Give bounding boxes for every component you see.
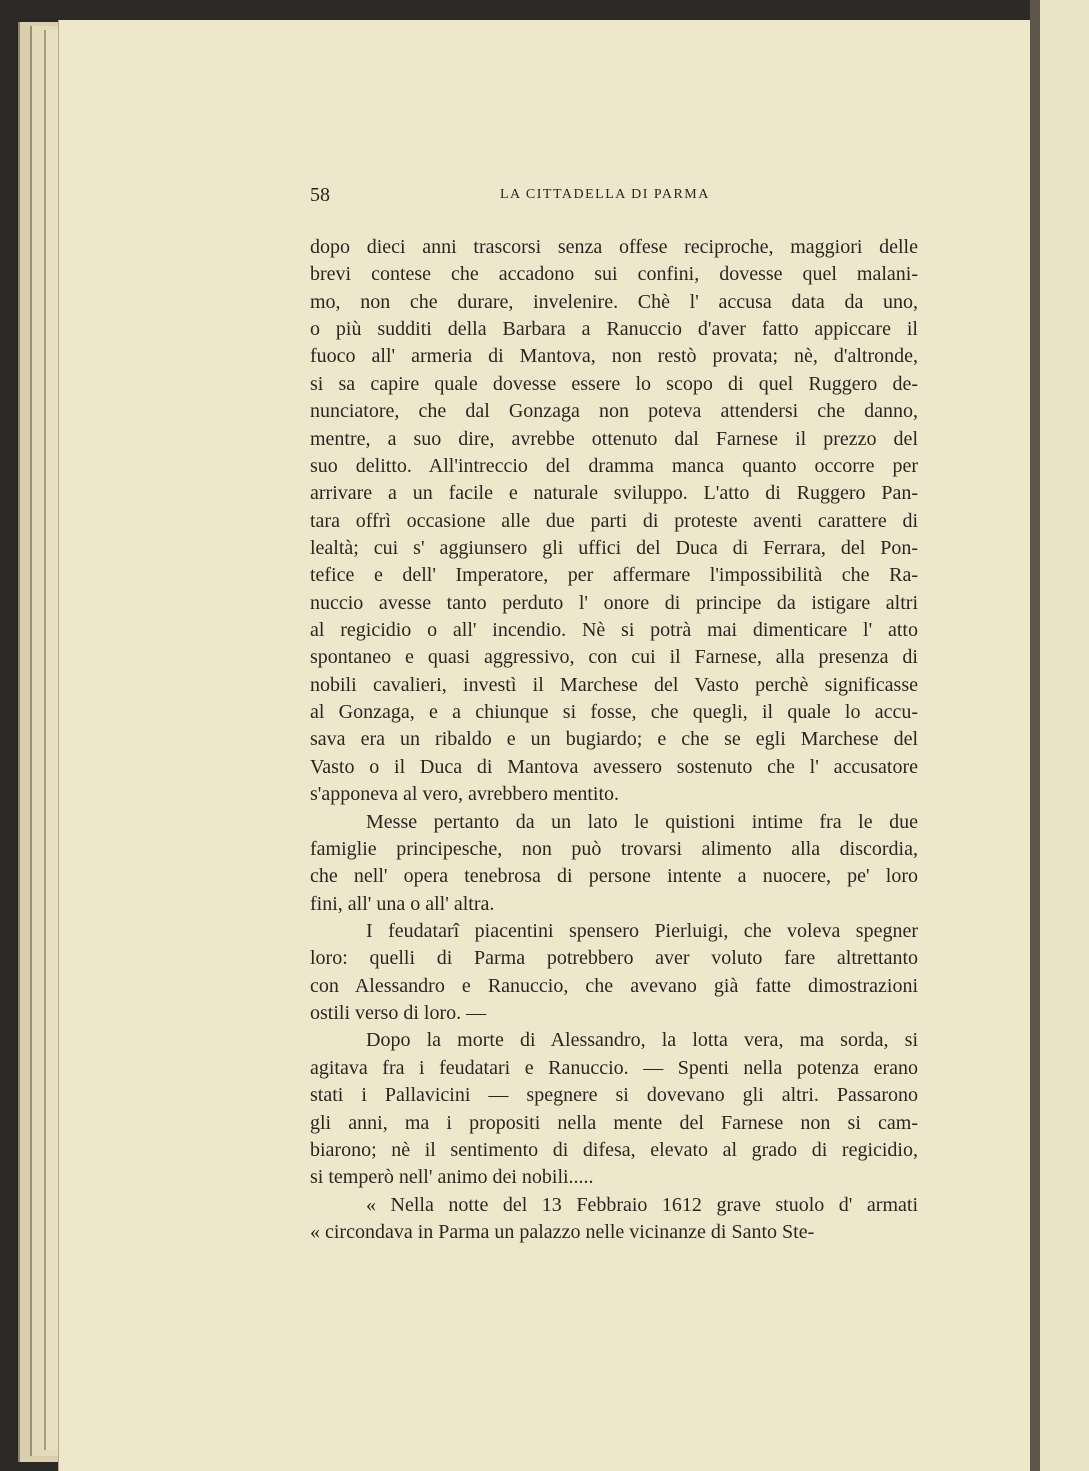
- text-line: tefice e dell' Imperatore, per affermare l'impossibilità che Ra-: [310, 564, 918, 587]
- paragraph: [310, 809, 918, 918]
- text-line: biarono; nè il sentimento di difesa, elevato al grado di regicidio,: [310, 1138, 918, 1161]
- text-line: al regicidio o all' incendio. Nè si potrà mai dimenticare l' atto: [310, 619, 918, 642]
- text-line: s'apponeva al vero, avrebbero mentito.: [310, 783, 620, 806]
- running-header: [310, 184, 918, 208]
- text-line: dopo dieci anni trascorsi senza offese reciproche, maggiori delle: [310, 236, 918, 258]
- text-line: si temperò nell' animo dei nobili.....: [310, 1166, 594, 1189]
- text-line: mo, non che durare, invelenire. Chè l' accusa data da uno,: [310, 290, 918, 313]
- text-line: stati i Pallavicini — spegnere si dovevano gli altri. Passarono: [310, 1084, 918, 1107]
- text-line: lealtà; cui s' aggiunsero gli uffici del Duca di Ferrara, del Pon-: [310, 536, 918, 559]
- paragraph: [310, 1027, 918, 1191]
- text-line: con Alessandro e Ranuccio, che avevano già fatte dimostrazioni: [310, 974, 918, 997]
- text-line: sava era un ribaldo e un bugiardo; e che se egli Marchese del: [310, 728, 918, 751]
- text-line: famiglie principesche, non può trovarsi alimento alla discordia,: [310, 837, 918, 860]
- text-line: Dopo la morte di Alessandro, la lotta vera, ma sorda, si: [366, 1029, 918, 1052]
- text-line: nunciatore, che dal Gonzaga non poteva attendersi che danno,: [310, 400, 918, 423]
- text-line: suo delitto. All'intreccio del dramma manca quanto occorre per: [310, 454, 918, 477]
- text-line: « circondava in Parma un palazzo nelle vicinanze di Santo Ste-: [310, 1220, 815, 1243]
- body-text: [310, 234, 918, 1246]
- text-line: « Nella notte del 13 Febbraio 1612 grave stuolo d' armati: [366, 1193, 918, 1216]
- text-line: arrivare a un facile e naturale sviluppo. L'atto di Ruggero Pan-: [310, 482, 918, 505]
- text-line: o più sudditi della Barbara a Ranuccio d'aver fatto appiccare il: [310, 318, 918, 341]
- text-line: brevi contese che accadono sui confini, dovesse quel malani-: [310, 263, 918, 286]
- text-line: mentre, a suo dire, avrebbe ottenuto dal Farnese il prezzo del: [310, 427, 918, 450]
- text-line: che nell' opera tenebrosa di persone intente a nuocere, pe' loro: [310, 865, 918, 888]
- paragraph: [310, 234, 918, 809]
- text-line: spontaneo e quasi aggressivo, con cui il Farnese, alla presenza di: [310, 646, 918, 669]
- text-line: Messe pertanto da un lato le quistioni intime fra le due: [366, 810, 918, 833]
- running-title: LA CITTADELLA DI PARMA: [500, 187, 710, 202]
- text-line: I feudatarî piacentini spensero Pierluigi, che voleva spegner: [366, 919, 918, 942]
- text-line: nobili cavalieri, investì il Marchese del Vasto perchè significasse: [310, 673, 918, 696]
- paragraph: [310, 1192, 918, 1247]
- text-line: gli anni, ma i propositi nella mente del Farnese non si cam-: [310, 1111, 918, 1134]
- page-number: 58: [310, 184, 330, 206]
- book-gutter: [1030, 0, 1040, 1471]
- facing-page-edge: [1040, 0, 1089, 1471]
- text-line: fuoco all' armeria di Mantova, non restò provata; nè, d'altronde,: [310, 345, 918, 368]
- text-line: fini, all' una o all' altra.: [310, 892, 495, 915]
- text-line: tara offrì occasione alle due parti di proteste aventi carattere di: [310, 509, 918, 532]
- text-line: loro: quelli di Parma potrebbero aver voluto fare altrettanto: [310, 947, 918, 970]
- text-line: al Gonzaga, e a chiunque si fosse, che quegli, il quale lo accu-: [310, 701, 918, 724]
- paragraph: [310, 918, 918, 1027]
- text-line: nuccio avesse tanto perduto l' onore di principe da istigare altri: [310, 591, 918, 614]
- text-line: ostili verso di loro. —: [310, 1002, 487, 1025]
- text-line: agitava fra i feudatari e Ranuccio. — Spenti nella potenza erano: [310, 1056, 918, 1079]
- text-line: si sa capire quale dovesse essere lo scopo di quel Ruggero de-: [310, 372, 918, 395]
- text-line: Vasto o il Duca di Mantova avessero sostenuto che l' accusatore: [310, 755, 918, 778]
